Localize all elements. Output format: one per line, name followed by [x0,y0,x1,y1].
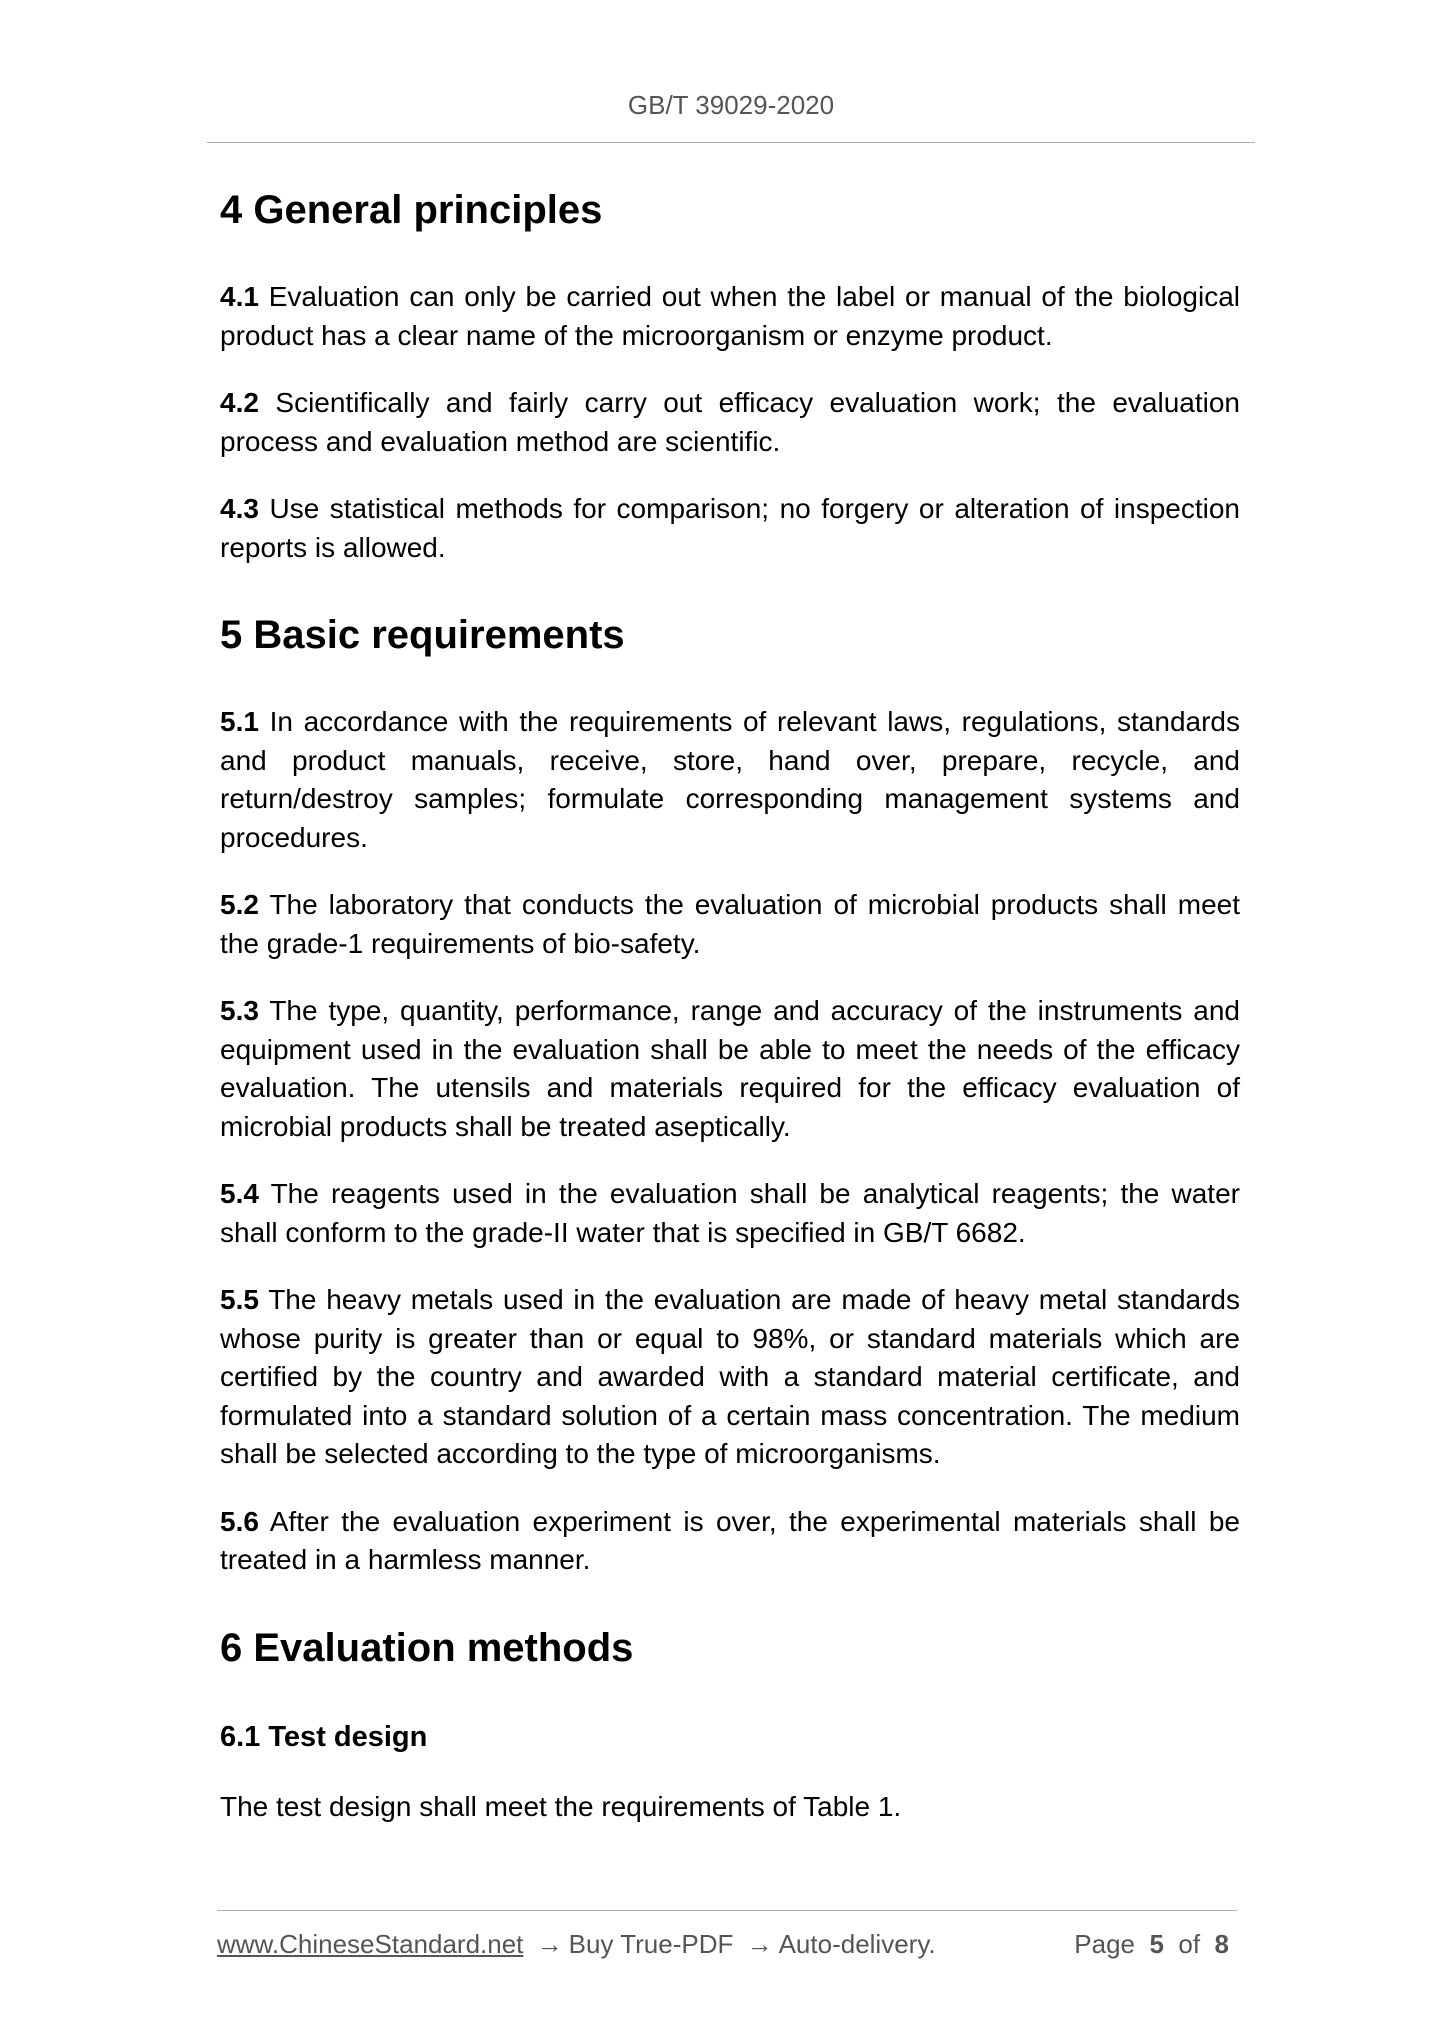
clause-number: 4.1 [220,281,259,312]
arrow-right-icon: → [536,1929,563,1959]
clause-text: The reagents used in the evaluation shall be analytical reagents; the water shall conform to the grade-II water that is specified in GB/T 6682. [220,1178,1240,1248]
clause-number: 4.3 [220,493,259,524]
clause-4-2 [220,384,1240,461]
page-of-label: of [1178,1929,1201,1959]
page-footer [217,1910,1237,1960]
section-heading: 6 Evaluation methods [220,1625,634,1670]
subsection-heading: 6.1 Test design [220,1720,428,1753]
document-code: GB/T 39029-2020 [627,90,835,120]
clause-number: 5.3 [220,995,259,1026]
clause-5-1 [220,703,1240,857]
arrow-right-icon: → [746,1929,773,1959]
website-link[interactable]: www.ChineseStandard.net [217,1929,524,1959]
clause-number: 5.4 [220,1178,259,1209]
section-heading: 4 General principles [220,188,603,232]
section-6 [220,1618,1240,1827]
clause-number: 4.2 [220,387,259,418]
page-header [207,88,1255,143]
clause-text: The laboratory that conducts the evaluation of microbial products shall meet the grade-1 requirements of bio-safety. [220,889,1240,959]
section-4 [220,180,1240,567]
clause-text: Use statistical methods for comparison; no forgery or alteration of inspection reports is allowed. [220,493,1240,563]
clause-4-3 [220,490,1240,567]
document-body [220,180,1240,1855]
clause-number: 5.5 [220,1284,259,1315]
page-current: 5 [1149,1929,1164,1959]
page-number [1074,1929,1237,1960]
page-label: Page [1074,1929,1136,1959]
clause-4-1 [220,278,1240,355]
clause-text: Evaluation can only be carried out when the label or manual of the biological product has a clear name of the microorganism or enzyme product. [220,281,1240,351]
buy-text: Buy True-PDF [568,1929,734,1959]
clause-text: Scientifically and fairly carry out efficacy evaluation work; the evaluation process and evaluation method are scientific. [220,387,1241,457]
clause-text: After the evaluation experiment is over, the experimental materials shall be treated in a harmless manner. [220,1505,1240,1575]
clause-number: 5.1 [220,706,259,737]
clause-5-3 [220,992,1240,1146]
clause-5-5 [220,1281,1240,1474]
subsection-text: The test design shall meet the requirements of Table 1. [220,1790,902,1822]
clause-text: The type, quantity, performance, range and accuracy of the instruments and equipment used in the evaluation shall be able to meet the needs of the efficacy evaluation. The utensils and materials required for the efficacy evaluation of microbial products shall be treated aseptically. [220,995,1240,1142]
clause-text: In accordance with the requirements of relevant laws, regulations, standards and product manuals, receive, store, hand over, prepare, recycle, and return/destroy samples; formulate corresponding management systems and procedures. [220,706,1240,853]
clause-5-6 [220,1503,1240,1580]
clause-5-2 [220,886,1240,963]
page-total: 8 [1214,1929,1229,1959]
clause-text: The heavy metals used in the evaluation are made of heavy metal standards whose purity is greater than or equal to 98%, or standard materials which are certified by the country and awarded with a standard material certificate, and formulated into a standard solution of a certain mass concentration. The medium shall be selected according to the type of microorganisms. [220,1284,1240,1469]
clause-number: 5.6 [220,1505,259,1537]
delivery-text: Auto-delivery. [778,1929,936,1959]
clause-5-4 [220,1175,1240,1252]
clause-number: 5.2 [220,889,259,920]
section-heading: 5 Basic requirements [220,613,625,657]
section-5 [220,605,1240,1580]
footer-promo [217,1929,936,1960]
